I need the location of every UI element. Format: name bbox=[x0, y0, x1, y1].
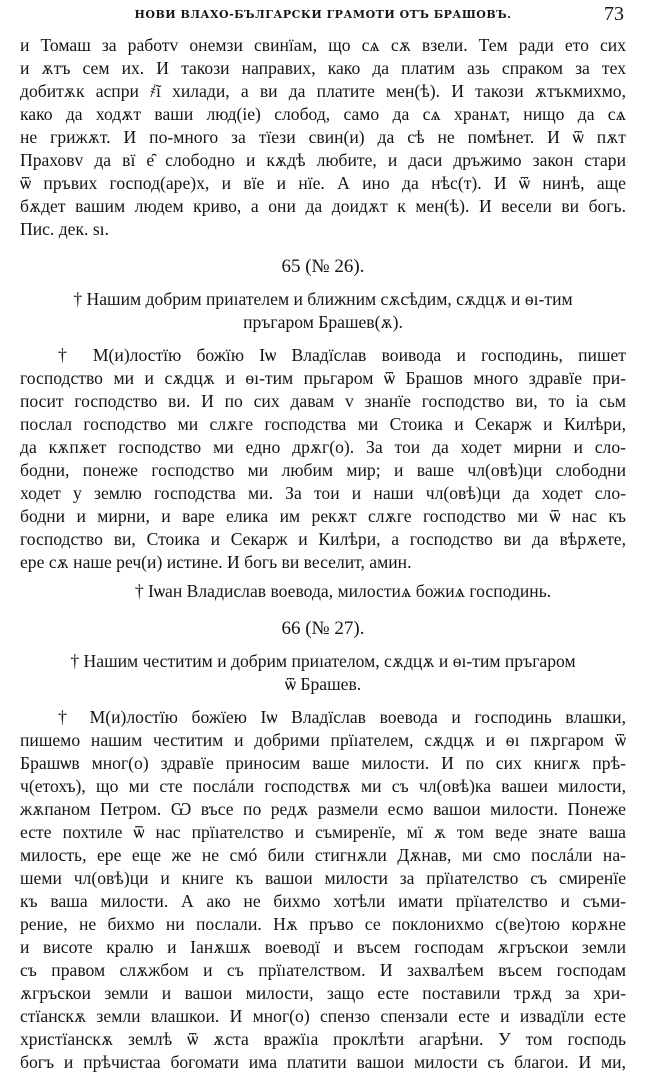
text-line: и висоте кралю и Іанѫшѫ воеводї и въсем господам ѫгръскои земли bbox=[20, 937, 626, 957]
text-line: ѫгръскои земли и вашои милости, защо есте поставили трѫд за хри- bbox=[20, 983, 626, 1003]
text-line: и Томаш за работv онемзи свинїам, що сѧ сѫ взели. Тем ради ето сих bbox=[20, 35, 626, 55]
page-number: 73 bbox=[604, 3, 624, 25]
text-line: шеми чл(овѣ)ци и книге къ вашои милости за прїıателство съ смиренїе bbox=[20, 868, 626, 888]
document-body bbox=[20, 706, 626, 1074]
document-number: 66 (№ 27). bbox=[281, 618, 365, 639]
text-line: христїанскѫ землѣ ѿ ѫста вражїıа проклѣти агарѣни. У том господь bbox=[20, 1029, 626, 1049]
address-line: ѿ Брашев. bbox=[284, 674, 362, 694]
text-line: Праховv да вї е̑ слободно и кѫдѣ любите, и даси дръжимо закон стари bbox=[20, 150, 626, 170]
text-line: съ правом слѫжбом и съ прїıателством. И захвалѣем въсем господам bbox=[20, 960, 626, 980]
text-line: пишемо нашим честитим и добрими прїıателем, сѫдцѫ и ѳı пѫргаром ѿ bbox=[20, 730, 626, 750]
text-line: не грижѫт. И по-много за тїези свин(и) да сѣ не помѣнет. И ѿ пѫт bbox=[20, 127, 626, 147]
address-line: пръгаром Брашев(ѫ). bbox=[243, 312, 403, 332]
text-line: ѿ пръвих господ(аре)х, и вїе и нїе. А ино да нѣс(т). И ѿ нинѣ, аще bbox=[20, 173, 626, 193]
signature: † Іѡан Владислав воевода, милостиѧ божиѧ господинь. bbox=[134, 581, 552, 601]
running-title: НОВИ ВЛАХО-БЪЛГАРСКИ ГРАМОТИ ОТЪ БРАШОВЪ. bbox=[134, 8, 512, 21]
text-line: † М(и)лостїю божїю Іѡ Владїслав воивода и господинь, пишет bbox=[58, 345, 626, 365]
text-line: господство ви, Стоика и Секарж и Килѣри, а господство ви да вѣрѫете, bbox=[20, 529, 626, 549]
document-number: 65 (№ 26). bbox=[281, 256, 365, 277]
text-line: како да ходѫт ваши люд(ie) слобод, само да сѧ хранѧт, нищо да сѧ bbox=[20, 104, 626, 124]
text-line: жѫпаном Петром. Ѡ въсе по редѫ размели есмо вашои милости. Понеже bbox=[20, 799, 626, 819]
text-line: Брашѡв мног(о) здравїе приносим ваше милости. И по сих книгѫ прѣ- bbox=[20, 753, 626, 773]
text-line: бѫдет вашим людем криво, а они да доидѫт к мен(ѣ). И весели ви богь. bbox=[20, 196, 626, 216]
text-line: къ ваша милости. А ако не бихмо хотѣли имати прїıателство и съми- bbox=[20, 891, 626, 911]
document-66 bbox=[20, 617, 626, 1074]
text-line: стїанскѫ земли влашкои. И мног(о) спензо спензали есте и извадїли есте bbox=[20, 1006, 626, 1026]
text-line: господство ми и сѫдцѫ и ѳı-тим прьгаром ѿ Брашов много здравїе при- bbox=[20, 368, 626, 388]
text-line: бодни, понеже господство ми любим мир; и ваше чл(овѣ)ци слободни bbox=[20, 460, 626, 480]
text-line: и ѫтъ сем их. И такози направих, како да платим азь спраком за тех bbox=[20, 58, 626, 78]
running-header bbox=[0, 0, 646, 30]
text-line: посит господство ви. И по сих давам v знанїе господство ви, то іа сьм bbox=[20, 391, 626, 411]
text-line: да кѫпѫет господство ми едно дрѫг(о). За тои да ходет мирни и сло- bbox=[20, 437, 626, 457]
text-line: бодни и мирни, и варе елика им рекѫт слѫге господство ми ѿ нас къ bbox=[20, 506, 626, 526]
text-line: ч(етохъ), що ми сте послáли господствѫ ми съ чл(овѣ)ка вашеи милости, bbox=[20, 776, 626, 796]
text-line: милость, ере еще же не смó били стигнѫли Дѫнав, ми смо послáли на- bbox=[20, 845, 626, 865]
address-line: † Нашим честитим и добрим приıателом, сѫдцѫ и ѳı-тим пръгаром bbox=[70, 651, 576, 671]
text-line: добитѫк аспри ҂ĩ хилади, а ви да платите мен(ѣ). И такози ѫтъкмихмо, bbox=[20, 81, 626, 101]
address-line: † Нашим добрим приıателем и ближним сѫсѣдим, сѫдцѫ и ѳı-тим bbox=[73, 289, 573, 309]
text-line: богъ и прѣчистаа богомати има платити вашои милости съ благои. И ми, bbox=[20, 1052, 626, 1072]
text-line: Пис. дек. ѕı. bbox=[20, 219, 109, 239]
text-line: есте похтиле ѿ нас прїıателство и съмиренїе, мї ѫ том веде знате ваша bbox=[20, 822, 626, 842]
text-line: ере сѫ наше реч(и) истине. И богь ви веселит, амин. bbox=[20, 552, 412, 572]
document-body bbox=[20, 344, 626, 574]
text-line: рение, не бихмо ни послали. Нѫ пръво се поклонихмо с(ве)тою корѫне bbox=[20, 914, 626, 934]
text-line: ходет у землю господства ми. За тои и наши чл(овѣ)ци да ходет сло- bbox=[20, 483, 626, 503]
continuation-paragraph bbox=[20, 34, 626, 241]
text-line: послал господство ми слѫге господства ми Стоика и Секарж и Килѣри, bbox=[20, 414, 626, 434]
document-65 bbox=[20, 255, 626, 603]
text-line: † М(и)лостїю божїею Іѡ Владїслав воевода и господинь влашки, bbox=[58, 707, 626, 727]
